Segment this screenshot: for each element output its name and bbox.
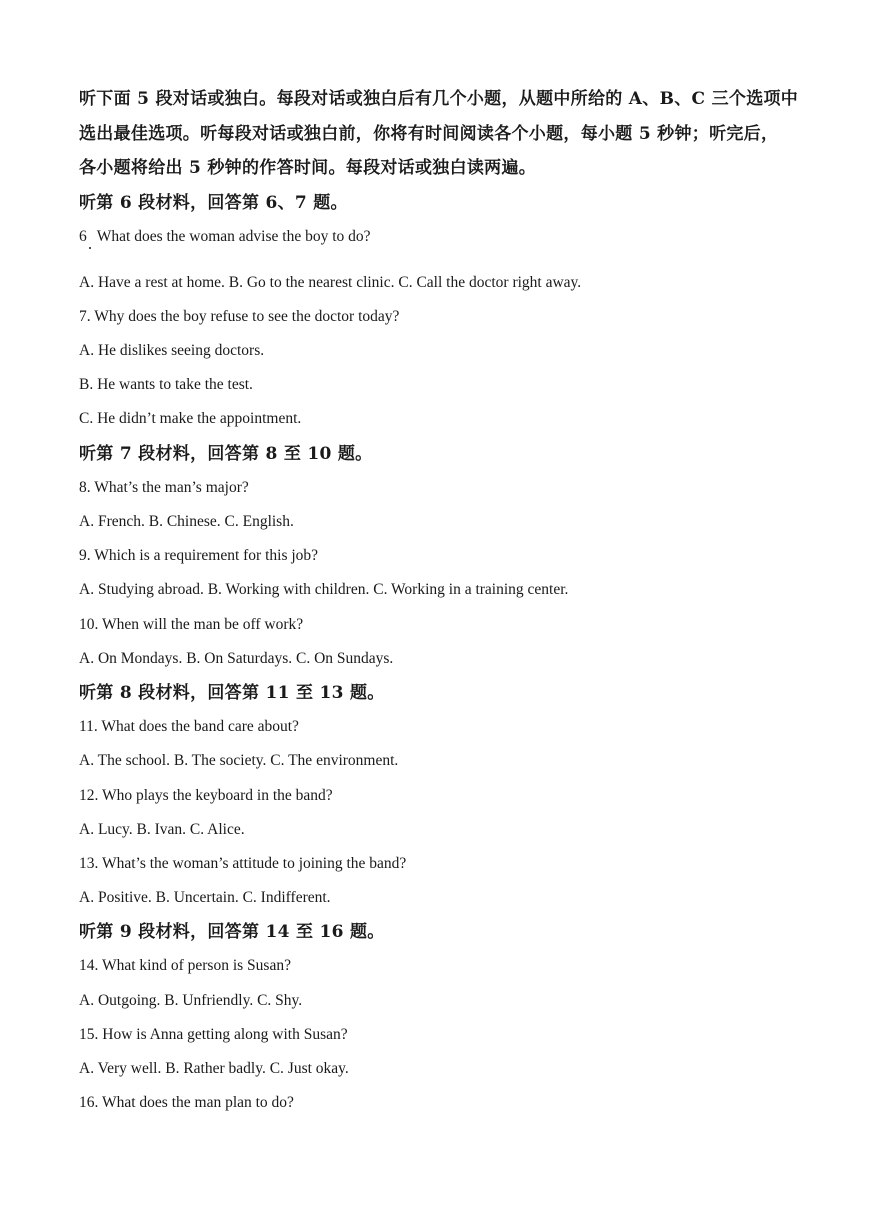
instructions-line-3: 各小题将给出 5 秒钟的作答时间。每段对话或独白读两遍。 [79, 158, 537, 178]
option-line: A. Outgoing. B. Unfriendly. C. Shy. [79, 991, 303, 1009]
question-item: 7. Why does the boy refuse to see the doctor today? [79, 307, 400, 325]
section-instructions [79, 82, 819, 186]
document-page [79, 82, 819, 1120]
question-number: 6 [79, 227, 87, 245]
option-line: A. French. B. Chinese. C. English. [79, 513, 294, 530]
option-line: A. Studying abroad. B. Working with children. C. Working in a training center. [79, 581, 569, 599]
section-passage-6 [79, 186, 819, 437]
section-passage-8 [79, 676, 819, 915]
instructions-line-2: 选出最佳选项。听每段对话或独白前，你将有时间阅读各个小题，每小题 5 秒钟；听完后， [79, 123, 779, 144]
section-passage-7 [79, 437, 819, 676]
section-heading: 听第 7 段材料，回答第 8 至 10 题。 [79, 443, 373, 464]
section-heading: 听第 9 段材料，回答第 14 至 16 题。 [79, 922, 385, 943]
option-line: A. Have a rest at home. B. Go to the nearest clinic. C. Call the doctor right away. [79, 273, 582, 291]
option-line: B. He wants to take the test. [79, 376, 253, 394]
instructions-line-1: 听下面 5 段对话或独白。每段对话或独白后有几个小题，从题中所给的 A、B、C 三个选项中 [79, 89, 799, 109]
question-item [79, 220, 819, 266]
question-item: 15. How is Anna getting along with Susan? [79, 1025, 348, 1043]
option-line: A. Positive. B. Uncertain. C. Indifferent. [79, 889, 331, 907]
question-item: 10. When will the man be off work? [79, 615, 304, 633]
section-heading: 听第 6 段材料，回答第 6、7 题。 [79, 192, 348, 213]
question-item: 8. What’s the man’s major? [79, 478, 249, 496]
option-line: A. Very well. B. Rather badly. C. Just okay. [79, 1060, 349, 1077]
question-item: 16. What does the man plan to do? [79, 1094, 294, 1112]
question-item: 14. What kind of person is Susan? [79, 957, 291, 975]
section-heading: 听第 8 段材料，回答第 11 至 13 题。 [79, 682, 385, 703]
option-line: A. Lucy. B. Ivan. C. Alice. [79, 820, 245, 838]
question-item: 9. Which is a requirement for this job? [79, 547, 319, 565]
stray-dot-mark [89, 247, 91, 249]
question-item: 12. Who plays the keyboard in the band? [79, 786, 333, 804]
question-item: 13. What’s the woman’s attitude to joining the band? [79, 854, 407, 872]
option-line: A. The school. B. The society. C. The environment. [79, 752, 399, 770]
option-line: C. He didn’t make the appointment. [79, 410, 302, 428]
option-line: A. On Mondays. B. On Saturdays. C. On Sundays. [79, 649, 394, 667]
question-text: What does the woman advise the boy to do? [96, 227, 371, 245]
option-line: A. He dislikes seeing doctors. [79, 342, 265, 360]
question-item: 11. What does the band care about? [79, 718, 299, 736]
section-passage-9 [79, 915, 819, 1120]
